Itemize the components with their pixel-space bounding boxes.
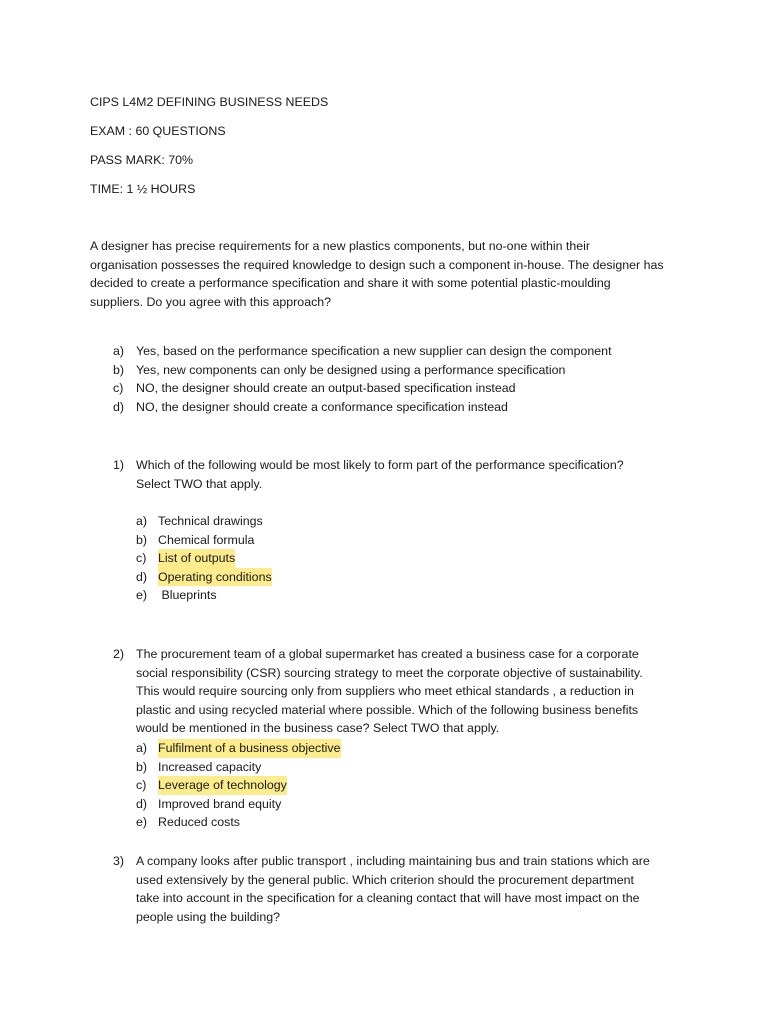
question-number: 2) [113, 647, 125, 661]
option-label: a) [136, 741, 148, 755]
highlighted-option-text: List of outputs [158, 549, 235, 568]
option-label: d) [136, 569, 148, 584]
document-title: CIPS L4M2 DEFINING BUSINESS NEEDS [90, 95, 329, 109]
question-line: decided to create a performance specification and share it with some potential plastic-moulding [90, 276, 611, 291]
option-label: d) [113, 399, 125, 414]
option-item [136, 568, 272, 587]
option-text: Chemical formula [158, 532, 255, 547]
option-item [113, 379, 612, 398]
option-item [136, 776, 341, 795]
question-2 [113, 645, 673, 738]
option-label: d) [136, 796, 148, 811]
option-label: a) [113, 344, 125, 358]
option-item [136, 795, 341, 814]
option-text: Blueprints [158, 588, 217, 603]
highlighted-option-text: Fulfilment of a business objective [158, 739, 341, 758]
option-label: c) [136, 778, 147, 793]
question-1-options [136, 512, 272, 605]
question-line: A designer has precise requirements for a new plastics components, but no-one within their [90, 239, 591, 253]
option-text: Improved brand equity [158, 796, 282, 811]
highlighted-option-text: Operating conditions [158, 568, 272, 587]
question-line: used extensively by the general public. Which criterion should the procurement department [136, 872, 634, 887]
question-number: 3) [113, 854, 125, 868]
question-line: organisation possesses the required knowledge to design such a component in-house. The designer has [90, 257, 664, 272]
option-label: b) [113, 362, 125, 377]
option-item [136, 758, 341, 777]
option-text: NO, the designer should create a conformance specification instead [136, 399, 508, 414]
question-line: would be mentioned in the business case? Select TWO that apply. [136, 721, 500, 736]
option-item [113, 342, 612, 361]
option-text: Technical drawings [158, 514, 263, 528]
option-item [136, 586, 272, 605]
question-line: The procurement team of a global supermarket has created a business case for a corporate [136, 647, 639, 661]
option-item [113, 361, 612, 380]
question-number: 1) [113, 458, 125, 472]
question-line: A company looks after public transport , including maintaining bus and train stations which are [136, 854, 650, 868]
question-line: suppliers. Do you agree with this approach? [90, 294, 332, 309]
question-line: plastic and using recycled material where possible. Which of the following business benefits [136, 702, 639, 717]
exam-info: EXAM : 60 QUESTIONS [90, 124, 226, 138]
question-2-options [136, 739, 341, 832]
question-line: Select TWO that apply. [136, 476, 263, 491]
option-label: c) [113, 381, 124, 396]
question-line: social responsibility (CSR) sourcing strategy to meet the corporate objective of sustainability. [136, 665, 643, 680]
option-item [136, 813, 341, 832]
question-line: This would require sourcing only from suppliers who meet ethical standards , a reduction in [136, 684, 634, 699]
option-text: Reduced costs [158, 815, 240, 830]
highlighted-option-text: Leverage of technology [158, 776, 287, 795]
option-label: c) [136, 551, 147, 566]
question-line: people using the building? [136, 909, 280, 924]
question-line: take into account in the specification for a cleaning contact that will have most impact on the [136, 891, 640, 906]
intro-question-text [90, 237, 690, 311]
question-1 [113, 456, 673, 493]
option-text: Increased capacity [158, 759, 262, 774]
option-label: e) [136, 588, 148, 603]
option-item [136, 512, 272, 531]
option-label: a) [136, 514, 148, 528]
question-line: Which of the following would be most likely to form part of the performance specification? [136, 458, 624, 472]
option-text: NO, the designer should create an output-based specification instead [136, 381, 516, 396]
option-item [136, 531, 272, 550]
option-text: Yes, based on the performance specification a new supplier can design the component [136, 344, 612, 358]
option-item [136, 739, 341, 758]
option-label: e) [136, 815, 148, 830]
question-3 [113, 852, 673, 926]
pass-mark-info: PASS MARK: 70% [90, 153, 194, 167]
option-item [136, 549, 272, 568]
intro-options-list [113, 342, 612, 416]
option-label: b) [136, 532, 148, 547]
option-text: Yes, new components can only be designed using a performance specification [136, 362, 566, 377]
option-item [113, 398, 612, 417]
option-label: b) [136, 759, 148, 774]
time-info: TIME: 1 ½ HOURS [90, 182, 196, 196]
